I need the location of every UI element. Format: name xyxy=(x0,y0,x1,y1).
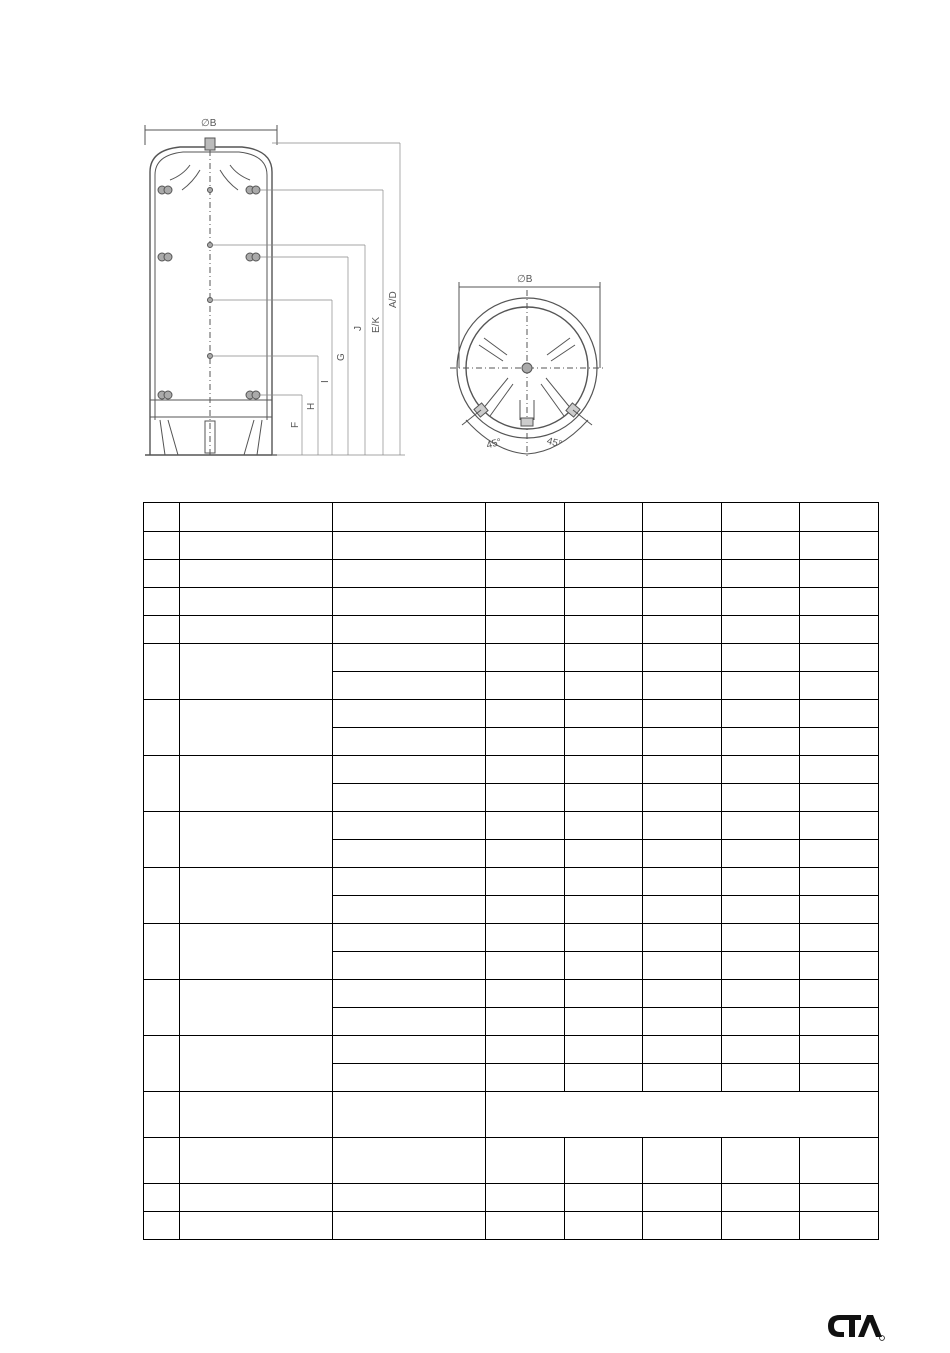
table-cell xyxy=(180,1036,333,1092)
table-cell xyxy=(722,588,800,616)
table-cell xyxy=(486,756,565,784)
table-row xyxy=(144,560,879,588)
table-cell xyxy=(144,1212,180,1240)
table-row xyxy=(144,616,879,644)
table-cell xyxy=(800,616,879,644)
table-cell xyxy=(800,672,879,700)
table-cell xyxy=(333,672,486,700)
table-cell xyxy=(486,896,565,924)
table-cell xyxy=(486,644,565,672)
table-cell xyxy=(486,532,565,560)
table-cell xyxy=(565,700,643,728)
table-cell xyxy=(565,812,643,840)
table-cell xyxy=(643,812,722,840)
table-cell xyxy=(643,1184,722,1212)
table-cell xyxy=(643,700,722,728)
table-cell xyxy=(333,1184,486,1212)
table-cell xyxy=(180,924,333,980)
table-cell xyxy=(144,868,180,924)
table-cell xyxy=(643,728,722,756)
table-cell xyxy=(722,1184,800,1212)
table-cell xyxy=(800,644,879,672)
table-cell xyxy=(486,1184,565,1212)
table-cell xyxy=(800,1064,879,1092)
table-cell xyxy=(486,1092,879,1138)
table-cell xyxy=(565,868,643,896)
dim-label-f: F xyxy=(290,421,301,428)
table-cell xyxy=(722,644,800,672)
table-cell xyxy=(144,1138,180,1184)
table-cell xyxy=(486,560,565,588)
specification-table xyxy=(143,502,879,1240)
table-cell xyxy=(180,1138,333,1184)
table-cell xyxy=(722,672,800,700)
table-cell xyxy=(180,560,333,588)
table-cell xyxy=(144,924,180,980)
table-cell xyxy=(643,756,722,784)
table-cell xyxy=(333,924,486,952)
table-cell xyxy=(565,1064,643,1092)
table-cell xyxy=(144,616,180,644)
table-cell xyxy=(144,644,180,700)
table-cell xyxy=(800,896,879,924)
table-cell xyxy=(722,1212,800,1240)
table-cell xyxy=(333,896,486,924)
table-cell xyxy=(144,1184,180,1212)
table-cell xyxy=(722,1138,800,1184)
table-cell xyxy=(565,756,643,784)
dim-label-i: I xyxy=(320,380,331,383)
table-cell xyxy=(486,1138,565,1184)
table-cell xyxy=(643,560,722,588)
table-cell xyxy=(722,896,800,924)
table-cell xyxy=(486,672,565,700)
table-cell xyxy=(565,952,643,980)
table-row xyxy=(144,756,879,784)
table-cell xyxy=(486,1212,565,1240)
table-cell xyxy=(333,588,486,616)
table-cell xyxy=(722,756,800,784)
dim-label-g: G xyxy=(336,353,347,361)
table-cell xyxy=(722,980,800,1008)
table-cell xyxy=(565,840,643,868)
table-cell xyxy=(144,1092,180,1138)
table-cell xyxy=(800,1036,879,1064)
table-cell xyxy=(333,1008,486,1036)
cta-logo xyxy=(826,1309,886,1345)
table-cell xyxy=(643,1138,722,1184)
table-cell xyxy=(722,952,800,980)
table-cell xyxy=(486,728,565,756)
table-cell xyxy=(643,1036,722,1064)
table-cell xyxy=(643,588,722,616)
table-cell xyxy=(643,532,722,560)
table-cell xyxy=(333,952,486,980)
technical-drawings xyxy=(0,0,950,500)
table-cell xyxy=(180,1184,333,1212)
table-cell xyxy=(643,924,722,952)
table-cell xyxy=(486,868,565,896)
table-row xyxy=(144,812,879,840)
table-cell xyxy=(486,1036,565,1064)
table-row xyxy=(144,700,879,728)
table-row xyxy=(144,588,879,616)
table-cell xyxy=(486,700,565,728)
table-cell xyxy=(333,644,486,672)
table-cell xyxy=(565,644,643,672)
table-cell xyxy=(144,812,180,868)
table-cell xyxy=(144,588,180,616)
table-cell xyxy=(333,1138,486,1184)
table-row xyxy=(144,644,879,672)
table-cell xyxy=(333,784,486,812)
table-cell xyxy=(800,728,879,756)
table-cell xyxy=(565,1008,643,1036)
table-cell xyxy=(333,1036,486,1064)
angle-label-left: 45° xyxy=(485,436,503,452)
table-cell xyxy=(722,560,800,588)
table-cell xyxy=(800,952,879,980)
table-cell xyxy=(565,560,643,588)
dim-label-ek: E/K xyxy=(371,316,382,333)
table-cell xyxy=(643,616,722,644)
table-cell xyxy=(333,728,486,756)
table-cell xyxy=(565,588,643,616)
table-row xyxy=(144,1036,879,1064)
dim-label-j: J xyxy=(353,326,364,331)
table-cell xyxy=(565,728,643,756)
front-view-labels xyxy=(201,118,399,428)
table-cell xyxy=(800,812,879,840)
table-row xyxy=(144,980,879,1008)
table-cell xyxy=(565,672,643,700)
table-cell xyxy=(333,560,486,588)
table-row xyxy=(144,1184,879,1212)
table-cell xyxy=(800,1184,879,1212)
table-cell xyxy=(643,784,722,812)
table-cell xyxy=(800,503,879,532)
table-cell xyxy=(800,840,879,868)
table-cell xyxy=(565,980,643,1008)
table-cell xyxy=(722,812,800,840)
table-cell xyxy=(333,503,486,532)
table-cell xyxy=(333,1064,486,1092)
table-cell xyxy=(565,924,643,952)
table-cell xyxy=(565,503,643,532)
table-cell xyxy=(486,1064,565,1092)
table-cell xyxy=(722,503,800,532)
table-cell xyxy=(333,868,486,896)
table-cell xyxy=(333,532,486,560)
table-cell xyxy=(722,700,800,728)
table-cell xyxy=(180,812,333,868)
table-cell xyxy=(565,896,643,924)
table-row xyxy=(144,924,879,952)
table-cell xyxy=(643,840,722,868)
table-cell xyxy=(800,868,879,896)
table-cell xyxy=(486,952,565,980)
table-cell xyxy=(180,503,333,532)
table-cell xyxy=(722,924,800,952)
table-cell xyxy=(486,503,565,532)
table-cell xyxy=(800,700,879,728)
table-cell xyxy=(643,1212,722,1240)
table-cell xyxy=(144,756,180,812)
table-row xyxy=(144,868,879,896)
table-cell xyxy=(144,980,180,1036)
table-cell xyxy=(565,616,643,644)
top-view-drawing xyxy=(450,282,605,456)
dim-label-ad: A/D xyxy=(388,291,399,308)
table-cell xyxy=(722,1064,800,1092)
table-cell xyxy=(333,616,486,644)
table-cell xyxy=(180,532,333,560)
table-cell xyxy=(486,784,565,812)
table-cell xyxy=(180,868,333,924)
table-cell xyxy=(565,1138,643,1184)
table-cell xyxy=(333,756,486,784)
table-cell xyxy=(722,728,800,756)
table-cell xyxy=(565,1212,643,1240)
table-cell xyxy=(144,700,180,756)
table-cell xyxy=(800,924,879,952)
table-cell xyxy=(800,756,879,784)
table-cell xyxy=(722,784,800,812)
table-cell xyxy=(486,924,565,952)
table-cell xyxy=(643,896,722,924)
table-row xyxy=(144,503,879,532)
table-cell xyxy=(643,644,722,672)
table-cell xyxy=(486,616,565,644)
table-cell xyxy=(800,560,879,588)
table-cell xyxy=(486,588,565,616)
table-cell xyxy=(800,588,879,616)
table-cell xyxy=(643,672,722,700)
table-row xyxy=(144,532,879,560)
table-cell xyxy=(180,1092,333,1138)
table-cell xyxy=(722,1008,800,1036)
front-view-drawing xyxy=(145,125,405,455)
table-cell xyxy=(144,560,180,588)
table-cell xyxy=(144,532,180,560)
table-cell xyxy=(643,980,722,1008)
table-cell xyxy=(800,532,879,560)
table-cell xyxy=(333,1212,486,1240)
table-cell xyxy=(643,952,722,980)
table-cell xyxy=(643,1064,722,1092)
table-cell xyxy=(486,840,565,868)
table-cell xyxy=(800,1212,879,1240)
table-cell xyxy=(565,1036,643,1064)
table-cell xyxy=(333,1092,486,1138)
table-cell xyxy=(722,532,800,560)
table-cell xyxy=(800,784,879,812)
table-cell xyxy=(180,1212,333,1240)
table-cell xyxy=(333,840,486,868)
table-cell xyxy=(180,616,333,644)
table-cell xyxy=(565,784,643,812)
table-cell xyxy=(333,812,486,840)
table-cell xyxy=(800,1008,879,1036)
table-cell xyxy=(643,868,722,896)
table-cell xyxy=(486,980,565,1008)
table-cell xyxy=(486,812,565,840)
table-cell xyxy=(722,616,800,644)
table-cell xyxy=(486,1008,565,1036)
table-cell xyxy=(180,700,333,756)
table-cell xyxy=(643,1008,722,1036)
table-cell xyxy=(565,532,643,560)
table-cell xyxy=(722,868,800,896)
table-cell xyxy=(180,756,333,812)
table-cell xyxy=(180,644,333,700)
table-cell xyxy=(333,700,486,728)
table-cell xyxy=(800,980,879,1008)
table-row xyxy=(144,1138,879,1184)
front-diameter-label: ∅B xyxy=(201,118,217,129)
table-cell xyxy=(333,980,486,1008)
top-diameter-label: ∅B xyxy=(517,274,533,285)
table-cell xyxy=(800,1138,879,1184)
table-cell xyxy=(144,503,180,532)
table-cell xyxy=(722,1036,800,1064)
table-row xyxy=(144,1092,879,1138)
table-cell xyxy=(144,1036,180,1092)
table-cell xyxy=(180,980,333,1036)
dim-label-h: H xyxy=(306,402,317,410)
table-cell xyxy=(643,503,722,532)
table-cell xyxy=(180,588,333,616)
table-cell xyxy=(565,1184,643,1212)
angle-label-right: 45° xyxy=(545,435,563,451)
table-row xyxy=(144,1212,879,1240)
table-cell xyxy=(722,840,800,868)
